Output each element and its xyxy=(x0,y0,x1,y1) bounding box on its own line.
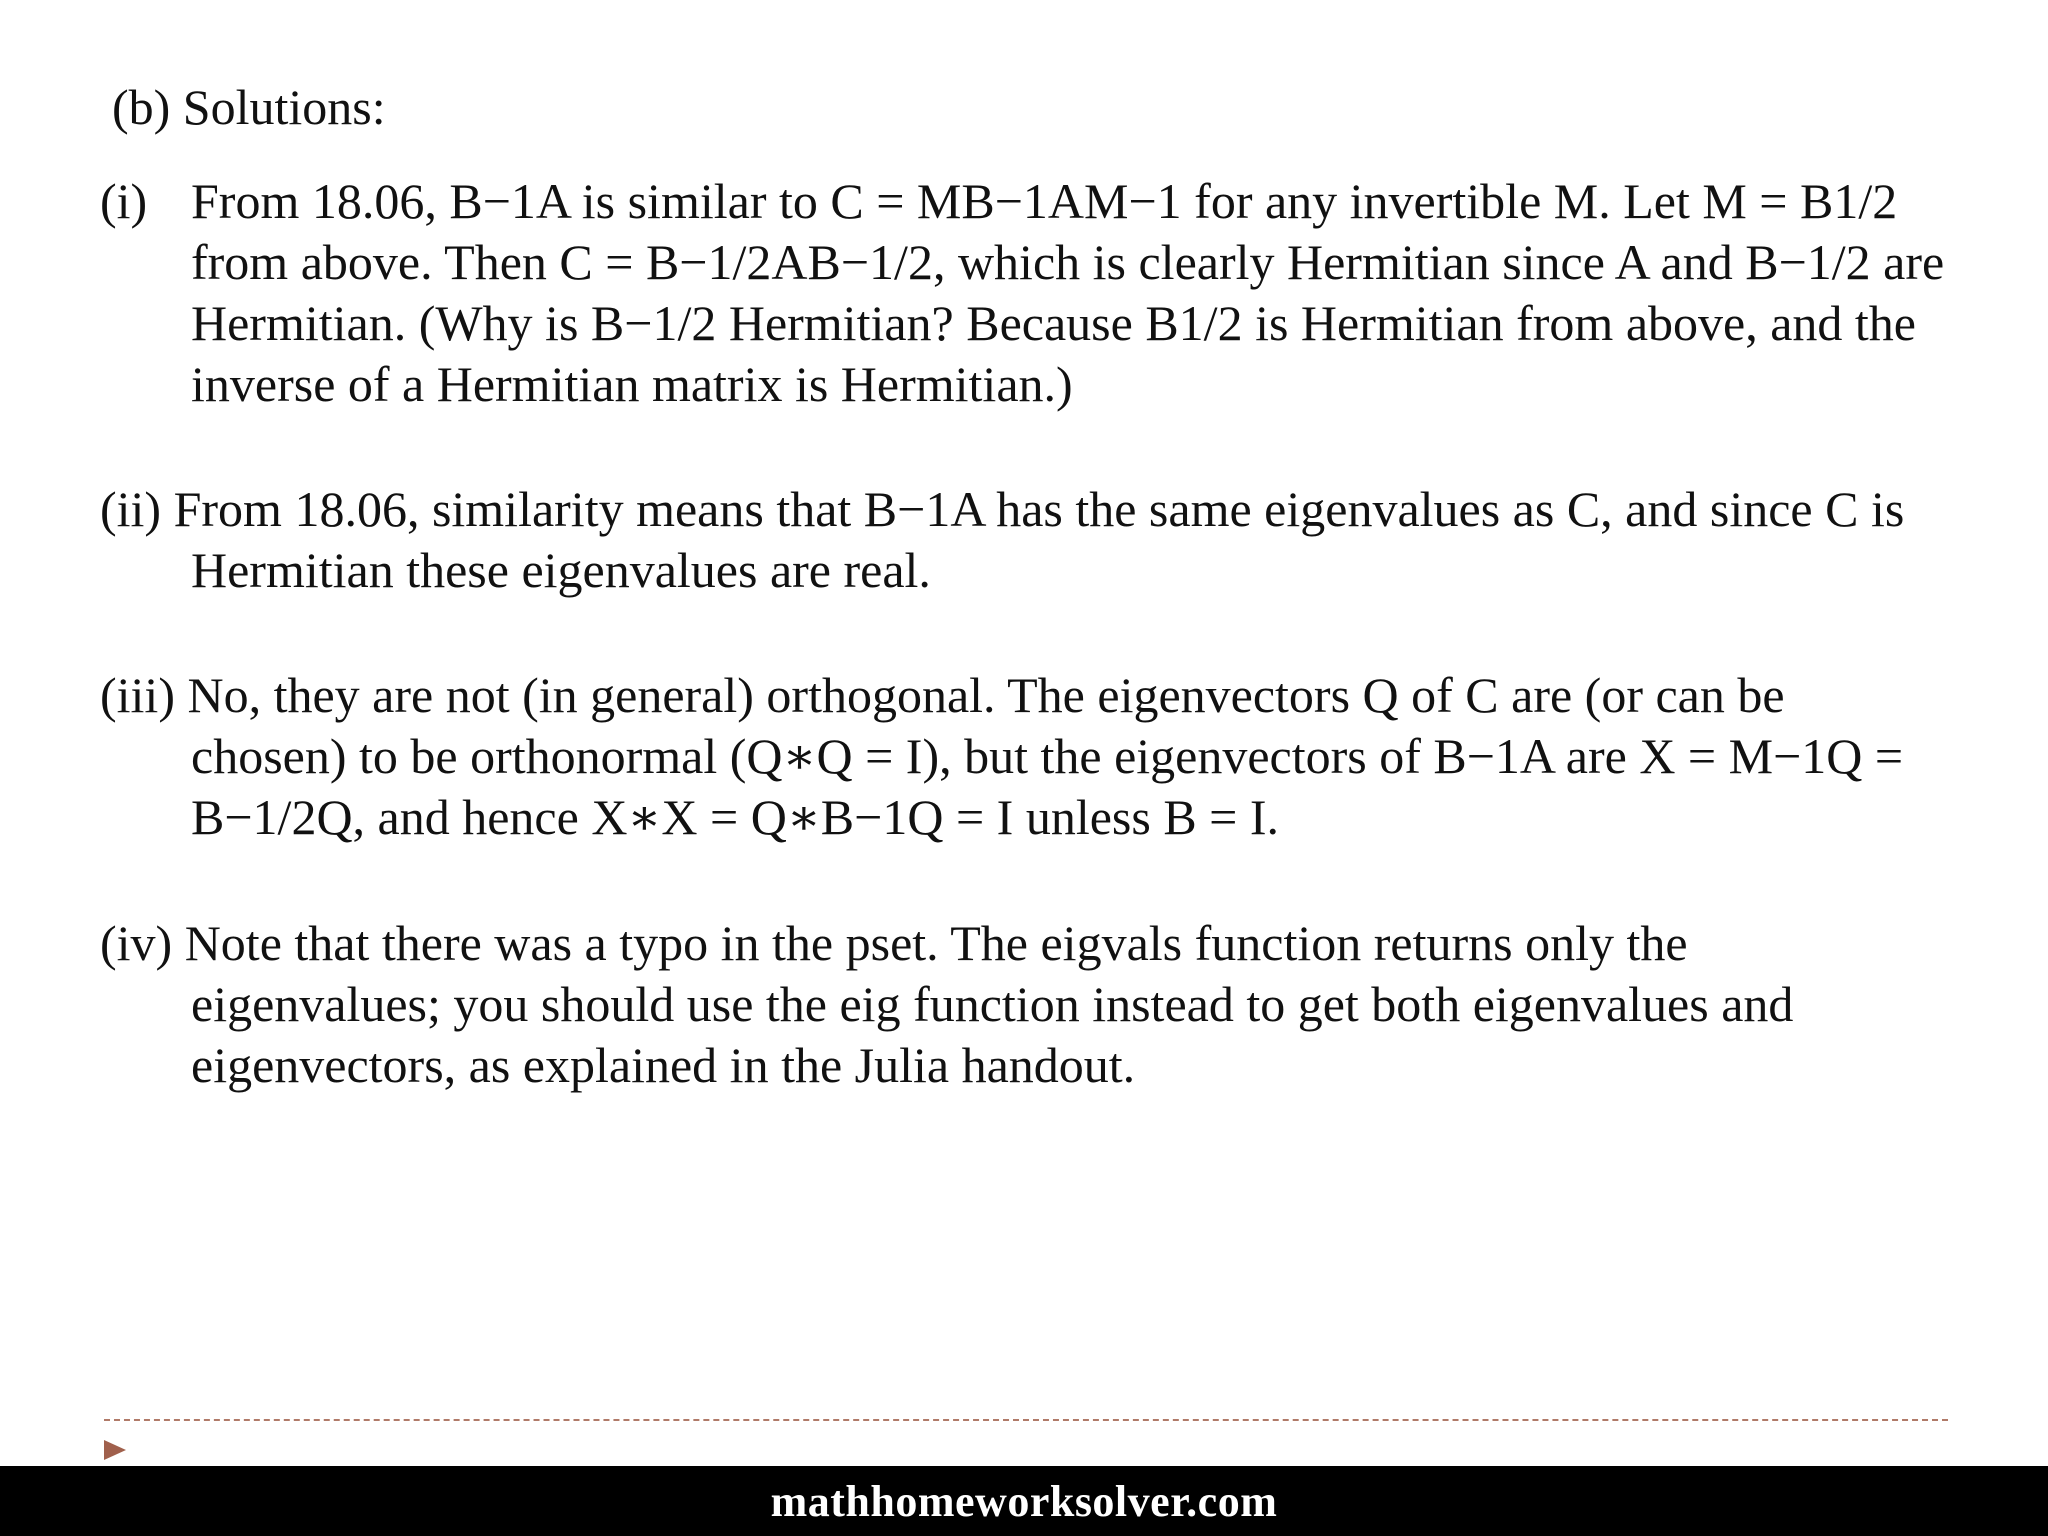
triangle-marker-icon xyxy=(104,1440,126,1460)
item-iv-line-1 xyxy=(100,913,2000,974)
item-iii-marker: (iii) xyxy=(100,667,175,723)
item-iv-line-2: eigenvalues; you should use the eig function instead to get both eigenvalues and xyxy=(191,976,1794,1032)
solution-item-i xyxy=(100,171,2000,415)
item-iii-line-1-text: No, they are not (in general) orthogonal. The eigenvectors Q of C are (or can be xyxy=(187,667,1785,723)
item-i-line-1-text: From 18.06, B−1A is similar to C = MB−1AM−1 for any invertible M. Let M = B1/2 xyxy=(191,173,1898,229)
footer-bar xyxy=(0,1466,2048,1536)
item-i-line-1 xyxy=(100,171,2000,232)
item-ii-marker: (ii) xyxy=(100,481,162,537)
item-iv-line-3: eigenvectors, as explained in the Julia handout. xyxy=(191,1037,1136,1093)
item-i-line-2: from above. Then C = B−1/2AB−1/2, which is clearly Hermitian since A and B−1/2 are xyxy=(191,234,1945,290)
footer-divider xyxy=(104,1419,1948,1421)
item-iii-line-3: B−1/2Q, and hence X∗X = Q∗B−1Q = I unless B = I. xyxy=(191,789,1280,845)
item-ii-line-1-text: From 18.06, similarity means that B−1A has the same eigenvalues as C, and since C is xyxy=(173,481,1905,537)
footer-site-text: mathhomeworksolver.com xyxy=(770,1476,1278,1526)
section-heading: (b) Solutions: xyxy=(112,79,386,135)
item-iv-line-1-text: Note that there was a typo in the pset. The eigvals function returns only the xyxy=(184,915,1688,971)
solution-item-iii xyxy=(100,665,2000,848)
item-i-line-3: Hermitian. (Why is B−1/2 Hermitian? Because B1/2 is Hermitian from above, and the xyxy=(191,295,1916,351)
item-iii-line-1 xyxy=(100,665,2000,726)
solution-item-iv xyxy=(100,913,2000,1096)
item-i-line-4: inverse of a Hermitian matrix is Hermitian.) xyxy=(191,356,1073,412)
solution-item-ii xyxy=(100,479,2000,601)
item-i-marker: (i) xyxy=(100,173,148,229)
item-iv-marker: (iv) xyxy=(100,915,173,971)
item-ii-line-2: Hermitian these eigenvalues are real. xyxy=(191,542,931,598)
item-iii-line-2: chosen) to be orthonormal (Q∗Q = I), but the eigenvectors of B−1A are X = M−1Q = xyxy=(191,728,1904,784)
item-ii-line-1 xyxy=(100,479,2000,540)
